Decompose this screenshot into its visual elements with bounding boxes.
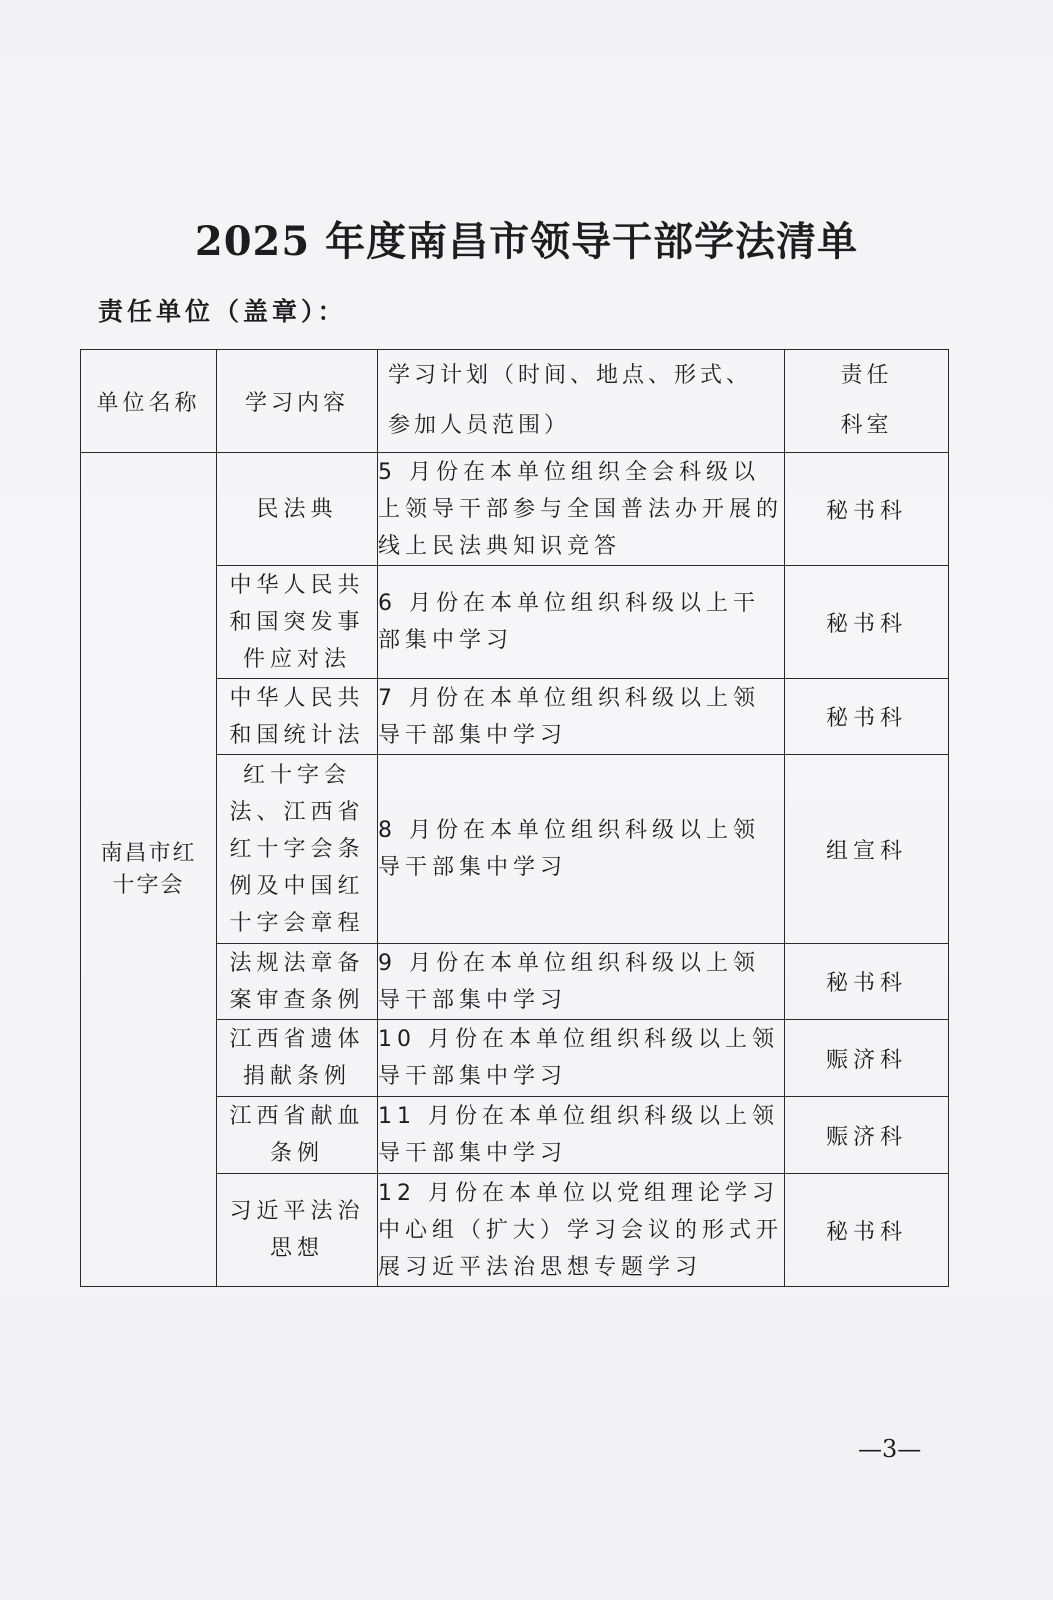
study-plan: 11 月份在本单位组织科级以上领导干部集中学习	[378, 1097, 785, 1174]
page-number: —3—	[858, 1435, 922, 1463]
header-office-line2: 科室	[840, 413, 893, 438]
header-responsible-office	[785, 350, 949, 453]
unit-name-cell	[81, 453, 217, 1287]
study-plan: 12 月份在本单位以党组理论学习中心组（扩大）学习会议的形式开展习近平法治思想专题学习	[378, 1174, 785, 1287]
study-content: 中华人民共和国统计法	[217, 679, 378, 755]
study-content: 江西省遗体捐献条例	[217, 1020, 378, 1097]
header-study-content: 学习内容	[217, 350, 378, 453]
study-content: 江西省献血条例	[217, 1097, 378, 1174]
header-study-plan: 学习计划（时间、地点、形式、参加人员范围）	[378, 350, 785, 453]
responsible-office: 秘书科	[785, 1174, 949, 1287]
responsible-office: 秘书科	[785, 944, 949, 1020]
responsible-office: 赈济科	[785, 1097, 949, 1174]
table-header-row	[81, 350, 949, 453]
study-content: 红十字会法、江西省红十字会条例及中国红十字会章程	[217, 755, 378, 944]
study-plan: 9 月份在本单位组织科级以上领导干部集中学习	[378, 944, 785, 1020]
responsible-office: 秘书科	[785, 679, 949, 755]
study-plan: 8 月份在本单位组织科级以上领导干部集中学习	[378, 755, 785, 944]
study-plan: 5 月份在本单位组织全会科级以上领导干部参与全国普法办开展的线上民法典知识竞答	[378, 453, 785, 566]
header-office-line1: 责任	[840, 363, 893, 388]
study-plan: 10 月份在本单位组织科级以上领导干部集中学习	[378, 1020, 785, 1097]
responsible-office: 组宣科	[785, 755, 949, 944]
responsible-unit-label: 责任单位（盖章）：	[98, 297, 347, 326]
unit-name: 南昌市红十字会	[100, 840, 197, 898]
study-content: 民法典	[217, 453, 378, 566]
header-unit-name: 单位名称	[81, 350, 217, 453]
responsible-office: 秘书科	[785, 566, 949, 679]
page-title: 2025 年度南昌市领导干部学法清单	[194, 218, 859, 265]
table-row	[81, 453, 949, 566]
study-plan: 7 月份在本单位组织科级以上领导干部集中学习	[378, 679, 785, 755]
study-plan: 6 月份在本单位组织科级以上干部集中学习	[378, 566, 785, 679]
study-plan-table	[80, 349, 949, 1287]
study-content: 中华人民共和国突发事件应对法	[217, 566, 378, 679]
responsible-office: 赈济科	[785, 1020, 949, 1097]
responsible-office: 秘书科	[785, 453, 949, 566]
study-content: 习近平法治思想	[217, 1174, 378, 1287]
study-content: 法规法章备案审查条例	[217, 944, 378, 1020]
